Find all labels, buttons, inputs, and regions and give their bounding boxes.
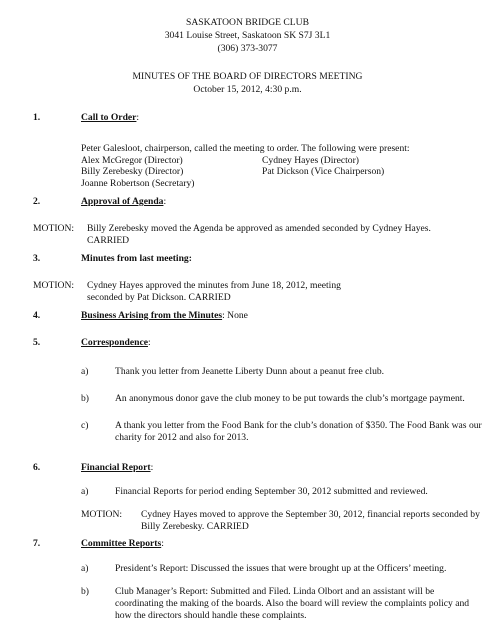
correspondence-item: An anonymous donor gave the club money to be put towards the club’s mortgage payment.	[115, 393, 465, 404]
correspondence-item-cont: charity for 2012 and also for 2013.	[115, 432, 249, 443]
committee-item-cont: how the directors should handle these complaints.	[115, 610, 307, 621]
attendee: Cydney Hayes (Director)	[262, 155, 359, 166]
call-to-order-text: Peter Galesloot, chairperson, called the meeting to order. The following were present:	[81, 143, 410, 154]
motion-text: Cydney Hayes moved to approve the September 30, 2012, financial reports seconded by	[141, 509, 480, 520]
attendee: Alex McGregor (Director)	[81, 155, 183, 166]
attendee: Joanne Robertson (Secretary)	[81, 178, 195, 189]
motion-text: Cydney Hayes approved the minutes from June 18, 2012, meeting	[87, 280, 341, 291]
meeting-date: October 15, 2012, 4:30 p.m.	[193, 84, 302, 95]
motion-label: MOTION:	[33, 223, 75, 234]
section-2-heading: Approval of Agenda:	[81, 196, 167, 207]
org-address: 3041 Louise Street, Saskatoon SK S7J 3L1	[164, 30, 331, 41]
section-7-number: 7.	[33, 538, 41, 549]
section-5-heading: Correspondence:	[81, 337, 151, 348]
item-letter: a)	[81, 563, 89, 574]
section-7-heading: Committee Reports:	[81, 538, 164, 549]
committee-item-cont: coordinating the making of the boards. Also the board will review the complaints policy and	[115, 598, 470, 609]
document-title: MINUTES OF THE BOARD OF DIRECTORS MEETING	[132, 71, 363, 82]
section-6-heading: Financial Report:	[81, 462, 154, 473]
motion-result: CARRIED	[87, 235, 130, 246]
org-name: SASKATOON BRIDGE CLUB	[186, 17, 309, 28]
committee-item: President’s Report: Discussed the issues that were brought up at the Officers’ meeting.	[115, 563, 447, 574]
org-phone: (306) 373-3077	[217, 43, 278, 54]
attendee: Billy Zerebesky (Director)	[81, 166, 184, 177]
section-6-number: 6.	[33, 462, 41, 473]
section-3-number: 3.	[33, 253, 41, 264]
attendee: Pat Dickson (Vice Chairperson)	[262, 166, 385, 177]
correspondence-item: A thank you letter from the Food Bank for the club’s donation of $350. The Food Bank was our	[115, 420, 482, 431]
motion-result: Billy Zerebesky. CARRIED	[141, 521, 249, 532]
section-5-number: 5.	[33, 337, 41, 348]
motion-text: Billy Zerebesky moved the Agenda be approved as amended seconded by Cydney Hayes.	[87, 223, 431, 234]
item-letter: b)	[81, 393, 89, 404]
financial-item: Financial Reports for period ending September 30, 2012 submitted and reviewed.	[115, 486, 428, 497]
item-letter: c)	[81, 420, 89, 431]
section-1-heading: Call to Order:	[81, 112, 140, 123]
item-letter: a)	[81, 366, 89, 377]
section-4-value: None	[227, 310, 248, 321]
motion-result: seconded by Pat Dickson. CARRIED	[87, 292, 231, 303]
section-4-heading: Business Arising from the Minutes: None	[81, 310, 248, 321]
correspondence-item: Thank you letter from Jeanette Liberty Dunn about a peanut free club.	[115, 366, 385, 377]
motion-label: MOTION:	[33, 280, 75, 291]
item-letter: a)	[81, 486, 89, 497]
committee-item: Club Manager’s Report: Submitted and Filed. Linda Olbort and an assistant will be	[115, 586, 435, 597]
section-1-number: 1.	[33, 112, 41, 123]
section-3-heading: Minutes from last meeting:	[81, 253, 192, 264]
section-2-number: 2.	[33, 196, 41, 207]
section-4-number: 4.	[33, 310, 41, 321]
item-letter: b)	[81, 586, 89, 597]
motion-label: MOTION:	[81, 509, 123, 520]
